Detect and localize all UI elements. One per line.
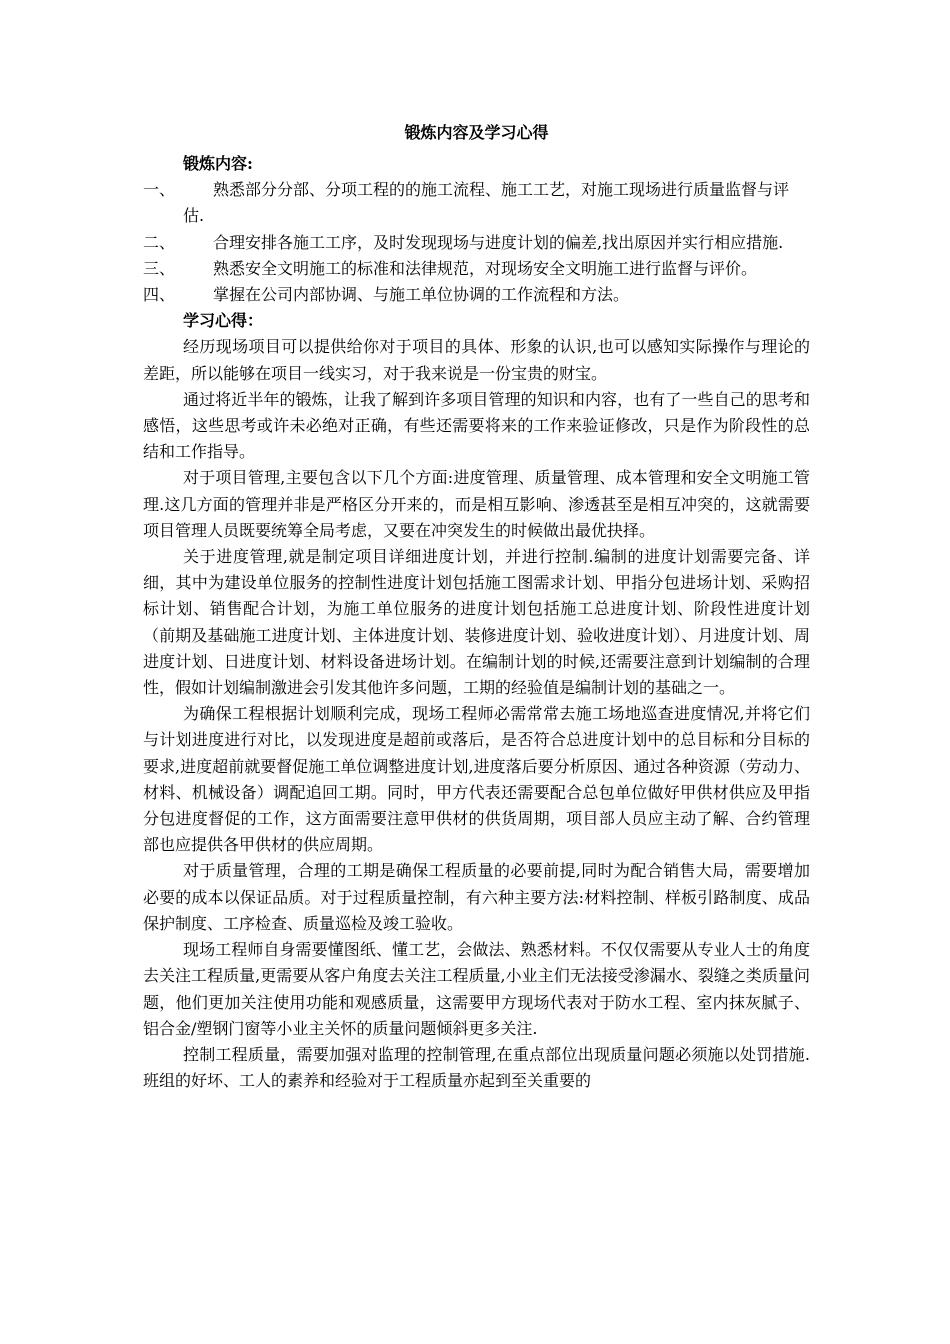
- document-title: 锻炼内容及学习心得: [404, 123, 549, 142]
- list-item-number: 二、: [143, 232, 176, 252]
- list-item: [143, 230, 810, 256]
- paragraph: 经历现场项目可以提供给你对于项目的具体、形象的认识,也可以感知实际操作与理论的差距，所以能够在项目一线实习，对于我来说是一份宝贵的财宝。: [143, 337, 810, 383]
- list-item-number: 一、: [143, 180, 176, 200]
- paragraph: 为确保工程根据计划顺利完成，现场工程师必需常常去施工场地巡查进度情况,并将它们与计划进度进行对比，以发现进度是超前或落后，是否符合总进度计划中的总目标和分目标的要求,进度超前就要督促施工单位调整进度计划,进度落后要分析原因、通过各种资源（劳动力、材料、机械设备）调配追回工期。同时，甲方代表还需要配合总包单位做好甲供材供应及甲指分包进度督促的工作，这方面需要注意甲供材的供货周期，项目部人员应主动了解、合约管理部也应提供各甲供材的供应周期。: [143, 704, 810, 855]
- list-item: [143, 177, 810, 229]
- list-item: [143, 256, 810, 282]
- document-page: [143, 120, 810, 1094]
- paragraph: 对于质量管理，合理的工期是确保工程质量的必要前提,同时为配合销售大局，需要增加必要的成本以保证品质。对于过程质量控制，有六种主要方法:材料控制、样板引路制度、成品保护制度、工序检查、质量巡检及竣工验收。: [143, 861, 810, 933]
- list-item: [143, 282, 810, 308]
- section-heading-content: 锻炼内容:: [183, 154, 253, 173]
- list-item-text: 合理安排各施工工序，及时发现现场与进度计划的偏差,找出原因并实行相应措施.: [213, 232, 784, 252]
- paragraph: 现场工程师自身需要懂图纸、懂工艺，会做法、熟悉材料。不仅仅需要从专业人士的角度去关注工程质量,更需要从客户角度去关注工程质量,小业主们无法接受渗漏水、裂缝之类质量问题，他们更加关注使用功能和观感质量，这需要甲方现场代表对于防水工程、室内抹灰腻子、铝合金/塑钢门窗等小业主关怀的质量问题倾斜更多关注.: [143, 940, 810, 1038]
- list-item-number: 四、: [143, 285, 176, 305]
- list-item-text: 熟悉安全文明施工的标准和法律规范，对现场安全文明施工进行监督与评价。: [213, 258, 758, 278]
- section-heading-learning: 学习心得：: [183, 311, 264, 331]
- paragraph: 通过将近半年的锻炼，让我了解到许多项目管理的知识和内容，也有了一些自己的思考和感悟，这些思考或许未必绝对正确，有些还需要将来的工作来验证修改，只是作为阶段性的总结和工作指导。: [143, 389, 810, 462]
- list-item-number: 三、: [143, 258, 176, 278]
- paragraph: 对于项目管理,主要包含以下几个方面:进度管理、质量管理、成本管理和安全文明施工管理.这几方面的管理并非是严格区分开来的，而是相互影响、渗透甚至是相互冲突的，这就需要项目管理人员既要统筹全局考虑，又要在冲突发生的时候做出最优抉择。: [143, 468, 810, 540]
- paragraph: 控制工程质量，需要加强对监理的控制管理,在重点部位出现质量问题必须施以处罚措施.班组的好坏、工人的素养和经验对于工程质量亦起到至关重要的: [143, 1044, 810, 1091]
- paragraph: 关于进度管理,就是制定项目详细进度计划，并进行控制.编制的进度计划需要完备、详细，其中为建设单位服务的控制性进度计划包括施工图需求计划、甲指分包进场计划、采购招标计划、销售配合计划，为施工单位服务的进度计划包括施工总进度计划、阶段性进度计划（前期及基础施工进度计划、主体进度计划、装修进度计划、验收进度计划）、月进度计划、周进度计划、日进度计划、材料设备进场计划。在编制计划的时候,还需要注意到计划编制的合理性，假如计划编制激进会引发其他许多问题，工期的经验值是编制计划的基础之一。: [143, 547, 810, 698]
- list-item-text: 熟悉部分分部、分项工程的的施工流程、施工工艺，对施工现场进行质量监督与评估.: [183, 180, 790, 226]
- list-item-text: 掌握在公司内部协调、与施工单位协调的工作流程和方法。: [213, 285, 630, 305]
